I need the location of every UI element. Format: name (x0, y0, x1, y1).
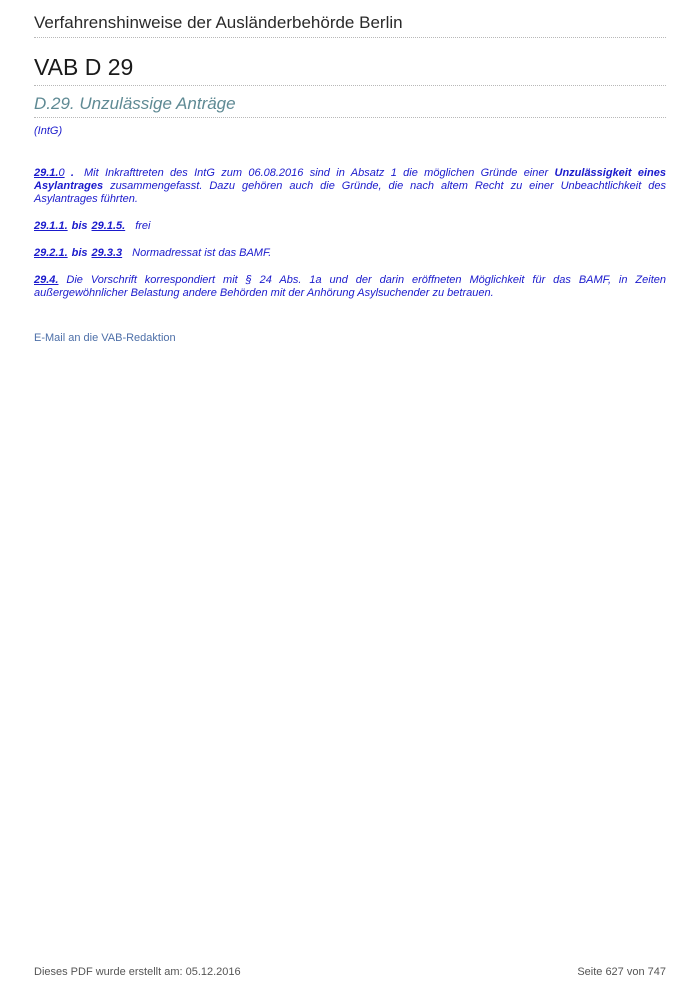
paragraph-text: Die Vorschrift korrespondiert mit § 24 Abs. 1a und der darin eröffneten Möglichkeit für das BAMF, in Zeiten außergewöhnlicher Belastung andere Behörden mit der Anhörung Asylsuchender zu betrauen. (34, 274, 666, 299)
paragraph-text-cont: zusammengefasst. Dazu gehören auch die Gründe, die nach altem Recht zu einer Unbeachtlichkeit des Asylantrages führten. (34, 180, 666, 205)
link-29-1-0-suffix: 0 (58, 167, 65, 179)
footer-created-date: Dieses PDF wurde erstellt am: 05.12.2016 (34, 966, 241, 978)
paragraph-text: Normadressat ist das BAMF. (132, 247, 272, 259)
link-29-4[interactable]: 29.4. (34, 274, 59, 286)
paragraph-text: Mit Inkrafttreten des IntG zum 06.08.2016 sind in Absatz 1 die möglichen Gründe einer (84, 167, 555, 179)
paragraph-29-4 (34, 274, 666, 300)
document-page (34, 0, 666, 346)
paragraph-emphasis: Unzulässigkeit eines Asylantrages (34, 167, 666, 192)
link-29-1-1[interactable]: 29.1.1. (34, 220, 68, 232)
email-editorial-link[interactable]: E-Mail an die VAB-Redaktion (34, 332, 176, 344)
page-footer (34, 966, 666, 978)
paragraph-29-1 (34, 167, 666, 206)
paragraph-29-1-range (34, 220, 666, 233)
link-29-2-1[interactable]: 29.2.1. (34, 247, 68, 259)
site-title: Verfahrenshinweise der Ausländerbehörde Berlin (34, 13, 666, 38)
range-bis: bis (71, 220, 88, 232)
paragraph-text: frei (135, 220, 151, 232)
link-29-1-0-main: 29.1. (34, 167, 59, 179)
link-29-1-0[interactable] (34, 167, 65, 179)
range-bis: bis (71, 247, 88, 259)
section-title: D.29. Unzulässige Anträge (34, 94, 666, 118)
paragraph-number-dot: . (64, 167, 74, 179)
footer-page-number: Seite 627 von 747 (577, 966, 666, 978)
vab-title: VAB D 29 (34, 54, 666, 86)
link-29-1-5[interactable]: 29.1.5. (91, 220, 126, 232)
link-29-3-3[interactable]: 29.3.3 (91, 247, 123, 259)
paragraph-29-2-range (34, 247, 666, 260)
law-reference: (IntG) (34, 125, 63, 137)
